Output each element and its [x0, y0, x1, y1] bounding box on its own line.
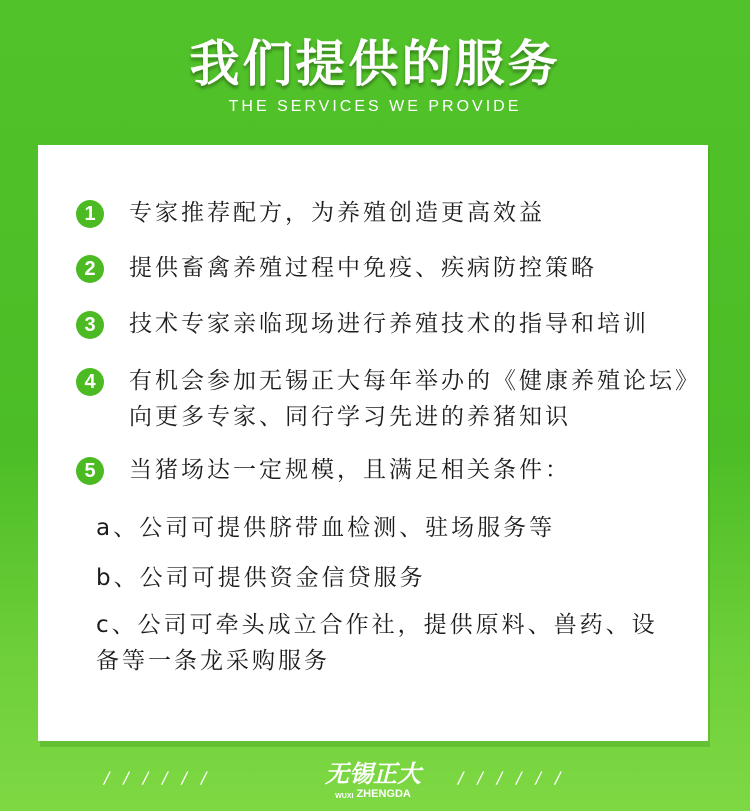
footer-decor-left: ////// [104, 768, 221, 787]
services-panel [38, 145, 708, 741]
service-text-4-line-1: 有机会参加无锡正大每年举办的《健康养殖论坛》 [129, 368, 701, 394]
condition-b: b、公司可提供资金信贷服务 [96, 565, 426, 591]
logo-english-text [318, 788, 428, 803]
service-text-1: 专家推荐配方，为养殖创造更高效益 [129, 200, 545, 226]
service-text-3: 技术专家亲临现场进行养殖技术的指导和培训 [129, 311, 649, 337]
number-4-icon: 4 [76, 368, 104, 396]
number-1-icon: 1 [76, 200, 104, 228]
page-subtitle: THE SERVICES WE PROVIDE [228, 98, 522, 115]
service-item-4 [76, 363, 701, 435]
service-text-4 [129, 363, 701, 435]
service-text-4-line-2: 向更多专家、同行学习先进的养猪知识 [129, 404, 571, 430]
footer [0, 760, 750, 800]
service-item-3 [76, 306, 649, 342]
condition-a: a、公司可提供脐带血检测、驻场服务等 [96, 515, 556, 541]
footer-decor-right: ////// [458, 768, 575, 787]
service-text-2: 提供畜禽养殖过程中免疫、疾病防控策略 [129, 255, 597, 281]
condition-c-line-2: 备等一条龙采购服务 [96, 648, 330, 674]
number-3-icon: 3 [76, 311, 104, 339]
service-item-2 [76, 250, 597, 286]
page-title: 我们提供的服务 [189, 35, 561, 93]
number-2-icon: 2 [76, 255, 104, 283]
service-item-5 [76, 452, 571, 488]
condition-c-line-1: c、公司可牵头成立合作社，提供原料、兽药、设 [96, 612, 658, 638]
logo-chinese-text: 无锡正大 [325, 760, 421, 788]
condition-c [96, 607, 706, 679]
brand-logo [318, 760, 428, 803]
logo-en-small: WUXI [335, 793, 354, 800]
logo-en-main: ZHENGDA [356, 788, 411, 800]
service-text-5: 当猪场达一定规模，且满足相关条件： [129, 457, 571, 483]
service-item-1 [76, 195, 545, 231]
number-5-icon: 5 [76, 457, 104, 485]
